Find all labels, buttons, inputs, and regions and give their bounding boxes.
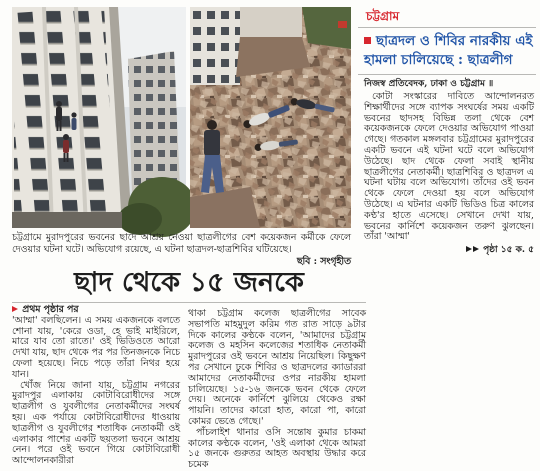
photo-building — [12, 7, 186, 228]
section-rule — [358, 27, 536, 28]
section-label: চট্টগ্রাম — [366, 9, 400, 23]
arrow-right-icon — [12, 306, 18, 312]
paragraph: 'আম্মা' বলছিলেন। এ সময় একজনকে বলতে শোনা যায়, 'কেরে ওডা, হে ভাই মাইরিলে, মারে যাব তো রাতে।' ওই ভিডিওতে আরো দেখা যায়, ছাদ থেকে পর পর তিনজনকে নিচে ফেলা হয়েছে। নিচে পড়ে তাঁরা নিথর হয়ে যান। — [12, 314, 180, 380]
paragraph: থাকা চট্টগ্রাম কলেজ ছাত্রলীগের সাবেক সভাপতি মাহমুদুল করিম গত রাত সাড়ে ৯টার দিকে কালের কণ্ঠকে বলেন, 'আমাদের চট্টগ্রাম কলেজ ও মহসিন কলেজের শতাধিক নেতাকর্মী মুরাদপুরের ওই ভবনে আশ্রয় নিয়েছিল। কিছুক্ষণ পর সেখানে ঢুকে শিবির ও ছাত্রদলের ক্যাডাররা আমাদের নেতাকর্মীদের ওপর নারকীয় হামলা চালিয়েছে। ১৫-১৬ জনকে ভবন থেকে ফেলে দেয়। অনেকে কার্নিশে ঝুলিয়ে থেকেও রক্ষা পায়নি। তাদের কারো হাত, কারো পা, কারো কোমর ভেঙে গেছে।' — [188, 308, 366, 427]
main-headline: ছাদ থেকে ১৫ জনকে — [74, 267, 304, 298]
jump-reference — [466, 244, 534, 256]
side-story — [358, 0, 536, 258]
jump-reference-text: পৃষ্ঠা ১৫ ক. ৫ — [483, 245, 534, 255]
main-story-column-2 — [188, 308, 366, 471]
headline-rule — [358, 74, 536, 75]
photo-credit: ছবি : সংগৃহীত — [296, 256, 351, 267]
double-arrow-right-icon — [466, 245, 480, 255]
caption-text: চট্টগ্রামে মুরাদপুরের ভবনের ছাদে আশ্রয় নেওয়া ছাত্রলীগের বেশ কয়েকজন কর্মীকে ফেলে দেওয়ার ঘটনা ঘটে। অভিযোগ রয়েছে, এ ঘটনা ছাত্রদল-ছাত্রশিবির ঘটিয়েছে। — [12, 232, 351, 255]
side-story-body: কোটা সংস্কারের দাবিতে আন্দোলনরত শিক্ষার্থীদের সঙ্গে ব্যাপক সংঘর্ষের সময় একটি ভবনের ছাদসহ বিভিন্ন তলা থেকে বেশ কয়েকজনকে ফেলে দেওয়ার অভিযোগ পাওয়া গেছে। গতকাল মঙ্গলবার চট্টগ্রামের মুরাদপুরের একটি ভবনে এই ঘটনা ঘটে বলে অভিযোগ উঠেছে। ছাদ থেকে ফেলা সবাই স্থানীয় ছাত্রলীগের নেতাকর্মী। ছাত্রশিবির ও ছাত্রদল এ ঘটনা ঘটায় বলে অভিযোগ। তাঁদের ওই ভবন থেকে ফেলে দেওয়া হয় বলে অভিযোগ উঠেছে। এ ঘটনার একটি ভিডিও চিত্র কালের কণ্ঠ'র হাতে এসেছে। সেখানে দেখা যায়, ভবনের কার্নিশে কয়েকজন তরুণ ঝুলছেন। তাঁরা 'আম্মা' — [364, 91, 534, 243]
main-story-column-1 — [12, 304, 180, 467]
photo-caption — [12, 232, 351, 267]
paragraph: খোঁজ নিয়ে জানা যায়, চট্টগ্রাম নগরের মুরাদপুর এলাকায় কোটাবিরোধীদের সঙ্গে ছাত্রলীগ ও যুবলীগের নেতাকর্মীদের সংঘর্ষ হয়। এক পর্যায়ে কোটাবিরোধীদের ধাওয়ায় ছাত্রলীগ ও যুবলীগের শতাধিক নেতাকর্মী ওই এলাকার পাশের একটি ছয়তলা ভবনে আশ্রয় নেন। পরে ওই ভবনে গিয়ে কোটাবিরোধী আন্দোলনকারীরা — [12, 379, 180, 467]
main-headline-rule — [12, 302, 366, 303]
side-headline-text: ছাত্রদল ও শিবির নারকীয় এই হামলা চালিয়েছে : ছাত্রলীগ — [364, 33, 533, 68]
byline: নিজস্ব প্রতিবেদক, ঢাকা ও চট্টগ্রাম ॥ — [364, 79, 494, 89]
side-headline — [364, 32, 534, 72]
square-bullet-icon — [364, 37, 371, 44]
paragraph: পাঁচলাইশ থানার ওসি সন্তোষ কুমার চাকমা কালের কণ্ঠকে বলেন, 'ওই এলাকা থেকে আমরা ১৫ জনকে গুরুতর আহত অবস্থায় উদ্ধার করে চমেক — [188, 426, 366, 471]
photo-rubble — [190, 7, 351, 228]
continued-from-text: প্রথম পৃষ্ঠার পর — [22, 304, 79, 315]
